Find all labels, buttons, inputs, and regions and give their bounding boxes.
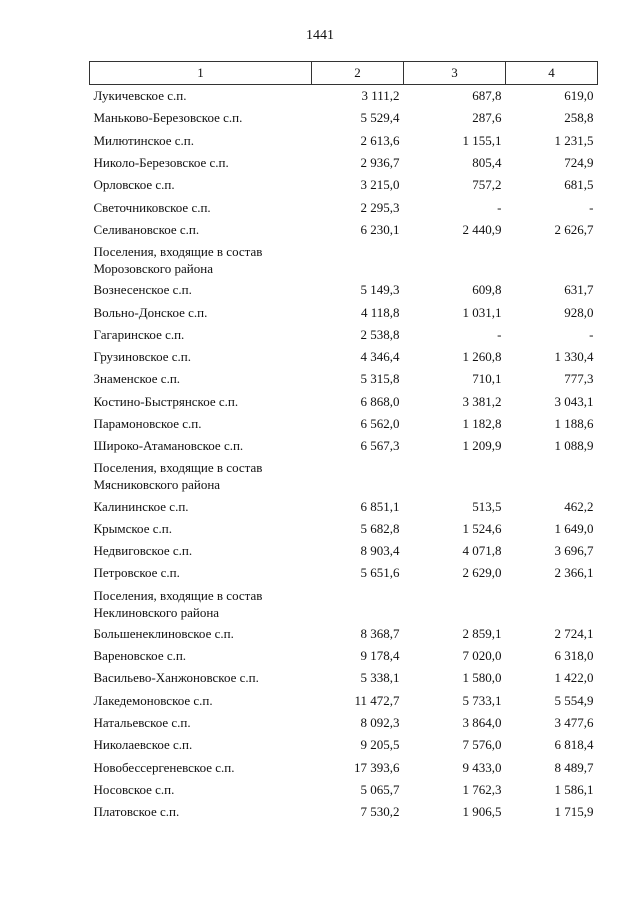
empty-cell xyxy=(506,457,598,495)
value-col4-cell: 1 188,6 xyxy=(554,416,594,431)
empty-cell xyxy=(404,585,506,623)
column-header-3: 3 xyxy=(404,62,506,85)
empty-cell xyxy=(312,457,404,495)
settlement-name-cell: Новобессергеневское с.п. xyxy=(93,759,235,775)
value-col4-cell: 1 330,4 xyxy=(554,349,594,365)
value-col3-cell: - xyxy=(497,199,502,215)
value-col4-cell: 681,5 xyxy=(564,177,594,193)
table-row xyxy=(90,801,598,823)
value-col2-cell: 11 472,7 xyxy=(354,692,400,708)
table-row xyxy=(90,413,598,435)
value-col2-cell: 9 205,5 xyxy=(360,737,400,753)
settlement-name-cell: Костино-Быстрянское с.п. xyxy=(93,393,239,409)
settlement-name-cell: Лакедемоновское с.п. xyxy=(93,692,213,708)
settlement-name-cell: Гагаринское с.п. xyxy=(93,326,185,342)
settlement-name-cell: Николаевское с.п. xyxy=(93,737,193,753)
table-row xyxy=(90,368,598,390)
value-col2-cell: 5 529,4 xyxy=(360,110,400,126)
value-col3-cell: 1 155,1 xyxy=(462,132,502,148)
settlement-name-cell: Широко-Атамановское с.п. xyxy=(93,438,244,454)
value-col3-cell: 1 260,8 xyxy=(462,349,502,365)
value-col2-cell: 5 315,8 xyxy=(360,371,400,387)
value-col4-cell: 258,8 xyxy=(564,110,594,126)
value-col2-cell: 5 682,8 xyxy=(360,520,400,536)
value-col2-cell: 8 368,7 xyxy=(360,625,400,641)
table-row xyxy=(90,391,598,413)
value-col3-cell: 2 440,9 xyxy=(462,221,502,237)
settlement-name-cell: Николо-Березовское с.п. xyxy=(93,155,229,171)
value-col3-cell: 7 576,0 xyxy=(462,737,502,753)
settlement-name-cell: Милютинское с.п. xyxy=(93,132,194,148)
value-col2-cell: 3 111,2 xyxy=(361,88,400,104)
value-col2-cell: 8 092,3 xyxy=(360,714,400,730)
table-row xyxy=(90,174,598,196)
table-row xyxy=(90,562,598,584)
value-col3-cell: 2 859,1 xyxy=(462,625,502,641)
value-col4-cell: 777,3 xyxy=(564,371,594,387)
table-row xyxy=(90,623,598,645)
budget-table xyxy=(89,61,598,823)
group-header-label: Поселения, входящие в состав Неклиновского района xyxy=(93,587,263,620)
settlement-name-cell: Калининское с.п. xyxy=(93,498,189,514)
value-col3-cell: - xyxy=(497,326,502,342)
table-row xyxy=(90,734,598,756)
value-col4-cell: 928,0 xyxy=(564,304,594,320)
table-row xyxy=(90,107,598,129)
settlement-name-cell: Натальевское с.п. xyxy=(93,714,191,730)
value-col3-cell: 1 209,9 xyxy=(462,438,502,454)
settlement-name-cell: Большенеклиновское с.п. xyxy=(93,625,234,641)
table-row xyxy=(90,540,598,562)
settlement-name-cell: Платовское с.п. xyxy=(93,804,180,820)
value-col2-cell: 4 118,8 xyxy=(360,304,400,320)
value-col2-cell: 8 903,4 xyxy=(360,543,400,559)
value-col3-cell: 1 182,8 xyxy=(462,416,502,431)
value-col2-cell: 3 215,0 xyxy=(360,177,400,193)
settlement-name-cell: Васильево-Ханжоновское с.п. xyxy=(93,670,259,686)
value-col3-cell: 287,6 xyxy=(472,110,502,126)
value-col4-cell: 6 818,4 xyxy=(554,737,594,753)
value-col2-cell: 2 538,8 xyxy=(360,326,400,342)
table-row xyxy=(90,324,598,346)
value-col4-cell: 2 626,7 xyxy=(554,221,594,237)
value-col2-cell: 2 295,3 xyxy=(360,199,400,215)
settlement-name-cell: Светочниковское с.п. xyxy=(93,199,211,215)
table-body xyxy=(90,85,598,824)
value-col3-cell: 687,8 xyxy=(472,88,502,104)
settlement-name-cell: Крымское с.п. xyxy=(93,520,172,536)
value-col3-cell: 9 433,0 xyxy=(462,759,502,775)
empty-cell xyxy=(506,585,598,623)
value-col4-cell: 3 696,7 xyxy=(554,543,594,559)
value-col2-cell: 2 613,6 xyxy=(360,132,400,148)
settlement-name-cell: Носовское с.п. xyxy=(93,781,175,797)
settlement-name-cell: Вареновское с.п. xyxy=(93,648,187,664)
value-col3-cell: 513,5 xyxy=(472,498,502,514)
settlement-name-cell: Вольно-Донское с.п. xyxy=(93,304,208,320)
group-header-label: Поселения, входящие в состав Морозовского района xyxy=(93,244,263,277)
table-row xyxy=(90,301,598,323)
value-col4-cell: 1 715,9 xyxy=(554,804,594,820)
empty-cell xyxy=(404,241,506,279)
value-col4-cell: 1 422,0 xyxy=(554,670,594,686)
value-col2-cell: 6 567,3 xyxy=(360,438,400,454)
settlement-name-cell: Вознесенское с.п. xyxy=(93,282,192,298)
value-col4-cell: 724,9 xyxy=(564,155,594,171)
value-col3-cell: 7 020,0 xyxy=(462,648,502,664)
page-number: 1441 xyxy=(306,28,334,43)
value-col4-cell: 1 231,5 xyxy=(554,132,594,148)
settlement-name-cell: Грузиновское с.п. xyxy=(93,349,191,365)
value-col4-cell: 6 318,0 xyxy=(554,648,594,664)
table-row xyxy=(90,756,598,778)
value-col2-cell: 5 651,6 xyxy=(360,565,400,581)
value-col2-cell: 4 346,4 xyxy=(360,349,400,365)
value-col3-cell: 2 629,0 xyxy=(462,565,502,581)
value-col2-cell: 5 149,3 xyxy=(360,282,400,298)
group-header-row xyxy=(90,585,598,623)
value-col3-cell: 1 762,3 xyxy=(462,781,502,797)
value-col4-cell: 8 489,7 xyxy=(554,759,594,775)
settlement-name-cell: Знаменское с.п. xyxy=(93,371,181,387)
table-row xyxy=(90,779,598,801)
table-row xyxy=(90,346,598,368)
value-col2-cell: 7 530,2 xyxy=(360,804,400,820)
table-row xyxy=(90,152,598,174)
table-row xyxy=(90,690,598,712)
value-col4-cell: 1 586,1 xyxy=(554,781,594,797)
settlement-name-cell: Недвиговское с.п. xyxy=(93,543,193,559)
settlement-name-cell: Парамоновское с.п. xyxy=(93,416,202,431)
table-row xyxy=(90,645,598,667)
value-col3-cell: 4 071,8 xyxy=(462,543,502,559)
group-header-row xyxy=(90,457,598,495)
value-col2-cell: 2 936,7 xyxy=(360,155,400,171)
value-col3-cell: 757,2 xyxy=(472,177,502,193)
group-header-row xyxy=(90,241,598,279)
value-col4-cell: 5 554,9 xyxy=(554,692,594,708)
value-col4-cell: 1 088,9 xyxy=(554,438,594,454)
value-col4-cell: 1 649,0 xyxy=(554,520,594,536)
empty-cell xyxy=(404,457,506,495)
value-col3-cell: 609,8 xyxy=(472,282,502,298)
value-col4-cell: 3 477,6 xyxy=(554,714,594,730)
settlement-name-cell: Лукичевское с.п. xyxy=(93,88,187,104)
value-col3-cell: 3 864,0 xyxy=(462,714,502,730)
value-col2-cell: 5 065,7 xyxy=(360,781,400,797)
table-row xyxy=(90,85,598,108)
value-col3-cell: 1 580,0 xyxy=(462,670,502,686)
value-col2-cell: 9 178,4 xyxy=(360,648,400,664)
value-col4-cell: 631,7 xyxy=(564,282,594,298)
value-col2-cell: 6 851,1 xyxy=(360,498,400,514)
settlement-name-cell: Орловское с.п. xyxy=(93,177,175,193)
value-col3-cell: 3 381,2 xyxy=(462,393,502,409)
table-row xyxy=(90,196,598,218)
table-row xyxy=(90,712,598,734)
table-row xyxy=(90,495,598,517)
empty-cell xyxy=(506,241,598,279)
column-header-1: 1 xyxy=(90,62,312,85)
value-col2-cell: 6 230,1 xyxy=(360,221,400,237)
value-col3-cell: 1 031,1 xyxy=(462,304,502,320)
settlement-name-cell: Маньково-Березовское с.п. xyxy=(93,110,243,126)
value-col2-cell: 5 338,1 xyxy=(360,670,400,686)
value-col2-cell: 17 393,6 xyxy=(354,759,400,775)
value-col4-cell: 3 043,1 xyxy=(554,393,594,409)
value-col4-cell: - xyxy=(589,326,594,342)
value-col4-cell: 2 724,1 xyxy=(554,625,594,641)
value-col2-cell: 6 562,0 xyxy=(360,416,400,431)
value-col4-cell: - xyxy=(589,199,594,215)
value-col4-cell: 462,2 xyxy=(564,498,594,514)
table-row xyxy=(90,130,598,152)
table-row xyxy=(90,279,598,301)
value-col4-cell: 619,0 xyxy=(564,88,594,104)
table-row xyxy=(90,435,598,457)
value-col3-cell: 805,4 xyxy=(472,155,502,171)
value-col3-cell: 1 906,5 xyxy=(462,804,502,820)
settlement-name-cell: Селивановское с.п. xyxy=(93,221,200,237)
settlement-name-cell: Петровское с.п. xyxy=(93,565,180,581)
value-col3-cell: 710,1 xyxy=(472,371,502,387)
table-row xyxy=(90,219,598,241)
value-col2-cell: 6 868,0 xyxy=(360,393,400,409)
value-col3-cell: 5 733,1 xyxy=(462,692,502,708)
value-col4-cell: 2 366,1 xyxy=(554,565,594,581)
column-header-2: 2 xyxy=(312,62,404,85)
group-header-label: Поселения, входящие в состав Мясниковского района xyxy=(93,460,263,493)
table-header-row xyxy=(90,62,598,85)
column-header-4: 4 xyxy=(506,62,598,85)
value-col3-cell: 1 524,6 xyxy=(462,520,502,536)
empty-cell xyxy=(312,585,404,623)
table-row xyxy=(90,667,598,689)
empty-cell xyxy=(312,241,404,279)
table-row xyxy=(90,518,598,540)
